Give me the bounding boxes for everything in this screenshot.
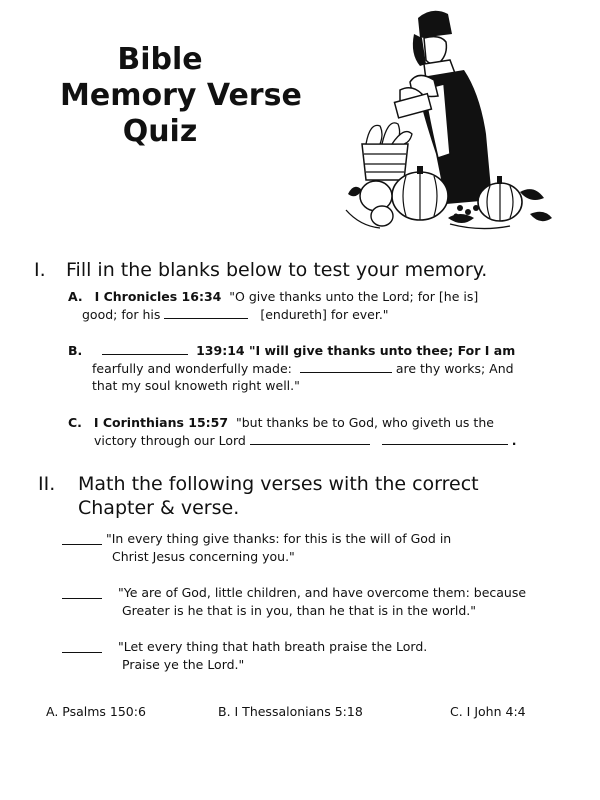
match-item-2 (118, 584, 526, 619)
title-line-3: Quiz (122, 114, 198, 149)
match-item-2-line-1: "Ye are of God, little children, and have overcome them: because (118, 585, 527, 600)
match-item-3 (118, 638, 427, 673)
question-c (68, 414, 516, 449)
page-title (60, 42, 302, 150)
section-1-number: I. (34, 259, 46, 281)
match-item-3-line-1: "Let every thing that hath breath praise the Lord. (118, 639, 428, 654)
answer-option-b: B. I Thessalonians 5:18 (218, 704, 363, 719)
question-c-line-1: "but thanks be to God, who giveth us the (236, 415, 494, 430)
answer-option-c: C. I John 4:4 (450, 704, 526, 719)
question-b-line-2-pre: fearfully and wonderfully made: (92, 360, 292, 376)
section-1-heading-text: Fill in the blanks below to test your memory. (66, 259, 488, 281)
match-blank-2[interactable] (62, 598, 102, 599)
match-item-3-line-2: Praise ye the Lord." (122, 656, 245, 672)
question-c-line-2-post: . (511, 432, 517, 448)
question-c-blank-2[interactable] (382, 432, 508, 445)
question-a-line-2-post: [endureth] for ever." (260, 306, 389, 322)
question-b-letter: B. (68, 343, 83, 358)
title-line-1: Bible (117, 42, 203, 77)
question-b-book-blank[interactable] (102, 342, 188, 355)
answer-option-a: A. Psalms 150:6 (46, 704, 146, 719)
question-a (68, 288, 478, 323)
question-a-blank[interactable] (164, 306, 248, 319)
question-a-line-2-pre: good; for his (82, 306, 161, 322)
match-blank-1[interactable] (62, 544, 102, 545)
question-c-blank-1[interactable] (250, 432, 370, 445)
match-item-1-line-1: "In every thing give thanks: for this is the will of God in (106, 531, 452, 546)
question-c-line-2-pre: victory through our Lord (94, 432, 246, 448)
pilgrim-harvest-illustration (340, 4, 555, 236)
section-1-heading (34, 258, 487, 282)
question-b (68, 342, 515, 395)
match-item-2-line-2: Greater is he that is in you, than he that is in the world." (122, 602, 477, 618)
question-c-letter: C. (68, 415, 82, 430)
question-b-line-2-post: are thy works; And (395, 360, 514, 376)
match-item-1-line-2: Christ Jesus concerning you." (112, 548, 295, 564)
match-item-1 (106, 530, 451, 565)
question-a-letter: A. (68, 289, 83, 304)
match-blank-3[interactable] (62, 652, 102, 653)
question-a-reference: I Chronicles 16:34 (94, 289, 222, 304)
section-2-number: II. (38, 473, 56, 495)
section-2-heading-line-2: Chapter & verse. (78, 497, 240, 519)
question-b-line-1: 139:14 "I will give thanks unto thee; For I am (196, 343, 516, 358)
title-line-2: Memory Verse (60, 78, 302, 113)
question-a-line-1: "O give thanks unto the Lord; for [he is] (229, 289, 479, 304)
section-2-heading (38, 472, 479, 520)
section-2-heading-line-1: Math the following verses with the correct (78, 473, 479, 495)
question-b-line-3: that my soul knoweth right well." (92, 378, 300, 393)
question-b-blank[interactable] (300, 360, 392, 373)
question-c-reference: I Corinthians 15:57 (93, 415, 229, 430)
